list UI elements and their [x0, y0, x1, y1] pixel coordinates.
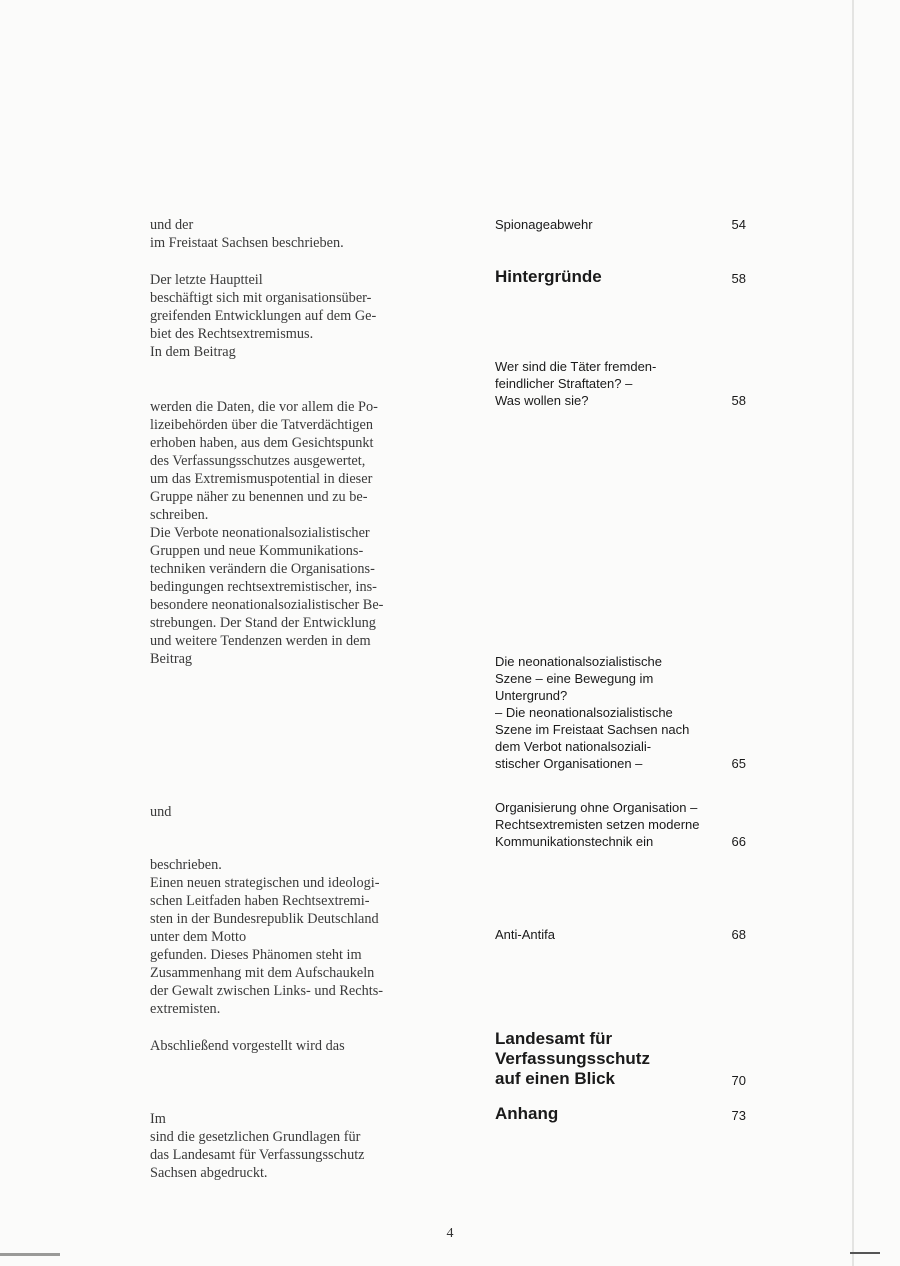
toc-entry-title: Die neonationalsozialistische Szene – eine Bewegung im Untergrund? – Die neonationalsozialistische Szene im Freistaat Sachsen nach dem Verbot nationalsoziali- stischer Organisationen – — [495, 654, 690, 771]
toc-entry-title: Spionageabwehr — [495, 217, 593, 232]
paragraph: und — [150, 804, 172, 820]
toc-section-heading — [495, 267, 750, 287]
paragraph: Abschließend vorgestellt wird das — [150, 1038, 345, 1054]
toc-entry — [495, 653, 750, 772]
page-edge-shadow — [852, 0, 854, 1266]
paragraph: Der letzte Hauptteil beschäftigt sich mit organisationsüber- greifenden Entwicklungen auf dem Ge- biet des Rechtsextremismus. In dem Beitrag — [150, 272, 377, 360]
toc-entry-title: Anti-Antifa — [495, 927, 555, 942]
toc-section-heading — [495, 1029, 750, 1089]
toc-entry-page: 73 — [731, 1108, 746, 1123]
toc-entry-title: Wer sind die Täter fremden- feindlicher Straftaten? – Was wollen sie? — [495, 359, 657, 408]
paragraph: werden die Daten, die vor allem die Po- lizeibehörden über die Tatverdächtigen erhoben haben, aus dem Gesichtspunkt des Verfassungsschutzes ausgewertet, um das Extremismuspotential in dieser Gruppe näher zu benennen und zu be- schreiben. Die Verbote neonationalsozialistischer Gruppen und neue Kommunikations- techniken verändern die Organisations- bedingungen rechtsextremistischer, ins- besondere neonationalsozialistischer Be- strebungen. Der Stand der Entwicklung und weitere Tendenzen werden in dem Beitrag — [150, 399, 384, 667]
paragraph: Im sind die gesetzlichen Grundlagen für das Landesamt für Verfassungsschutz Sachsen abgedruckt. — [150, 1111, 365, 1181]
scan-mark — [850, 1252, 880, 1254]
paragraph: beschrieben. Einen neuen strategischen und ideologi- schen Leitfaden haben Rechtsextremi- sten in der Bundesrepublik Deutschland unter dem Motto gefunden. Dieses Phänomen steht im Zusammenhang mit dem Aufschaukeln der Gewalt zwischen Links- und Rechts- extremisten. — [150, 857, 384, 1017]
toc-entry-page: 66 — [731, 834, 746, 849]
toc-entry-page: 54 — [731, 217, 746, 232]
toc-entry-page: 70 — [731, 1073, 746, 1088]
scan-mark — [0, 1253, 60, 1256]
toc-section-heading — [495, 1104, 750, 1124]
toc-entry — [495, 358, 750, 409]
toc-entry-page: 65 — [731, 756, 746, 771]
toc-entry-page: 58 — [731, 393, 746, 408]
paragraph: und der im Freistaat Sachsen beschrieben. — [150, 217, 344, 251]
toc-entry — [495, 926, 750, 943]
toc-entry — [495, 216, 750, 233]
toc-entry-title: Anhang — [495, 1104, 559, 1123]
toc-entry — [495, 799, 750, 850]
toc-entry-page: 68 — [731, 927, 746, 942]
toc-entry-title: Landesamt für Verfassungsschutz auf einen Blick — [495, 1029, 650, 1088]
page-number: 4 — [446, 1226, 454, 1241]
toc-entry-title: Hintergründe — [495, 267, 602, 286]
toc-entry-page: 58 — [731, 271, 746, 286]
toc-entry-title: Organisierung ohne Organisation – Rechtsextremisten setzen moderne Kommunikationstechnik ein — [495, 800, 700, 849]
